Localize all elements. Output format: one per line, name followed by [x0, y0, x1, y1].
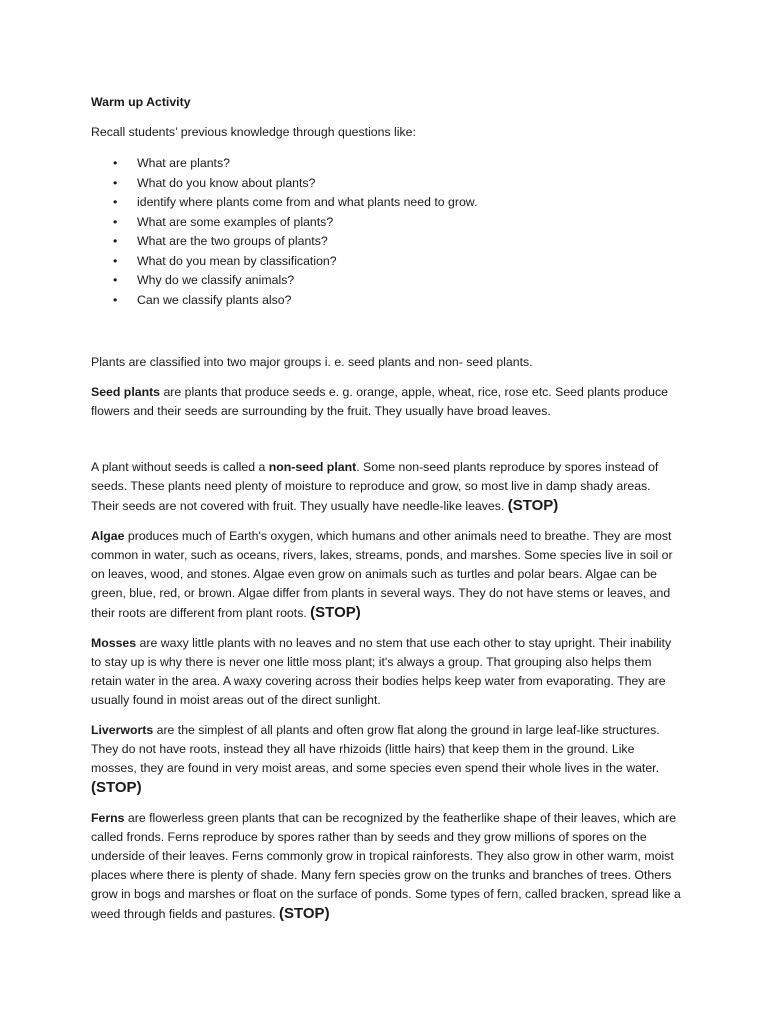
ferns-text: are flowerless green plants that can be recognized by the featherlike shape of their leaves, which are called fronds. Ferns reproduce by spores rather than by seeds and they grow millions of spores on the underside of their leaves. Ferns commonly grow in tropical rainforests. They also grow in other warm, moist places where there is plenty of shade. Many fern species grow on the trunks and branches of trees. Others grow in bogs and marshes or float on the surface of ponds. Some types of fern, called bracken, spread like a weed through fields and pastures. [91, 811, 681, 921]
stop-marker: (STOP) [507, 497, 559, 514]
question-text: What are some examples of plants? [137, 214, 334, 229]
bullet-icon: • [113, 195, 118, 209]
question-text: identify where plants come from and what plants need to grow. [137, 195, 478, 209]
list-item [91, 232, 681, 252]
mosses-text: are waxy little plants with no leaves and no stem that use each other to stay upright. Their inability to stay up is why there is never one little moss plant; it's always a group. That grouping also helps them retain water in the area. A waxy covering across their bodies helps keep water from evaporating. They are usually found in moist areas out of the direct sunlight. [91, 636, 672, 707]
question-list [91, 154, 681, 310]
ferns-term: Ferns [91, 811, 125, 825]
seed-plants-term: Seed plants [91, 385, 161, 399]
algae-term: Algae [91, 529, 125, 543]
ferns-paragraph [91, 809, 681, 924]
classification-paragraph: Plants are classified into two major groups i. e. seed plants and non- seed plants. [91, 355, 533, 369]
algae-text: produces much of Earth's oxygen, which humans and other animals need to breathe. They are most common in water, such as oceans, rivers, lakes, streams, ponds, and marshes. Some species live in soil or on leaves, wood, and stones. Algae even grow on animals such as turtles and polar bears. Algae can be green, blue, red, or brown. Algae differ from plants in several ways. They do not have stems or leaves, and their roots are different from plant roots. [91, 529, 673, 620]
algae-paragraph [91, 527, 681, 623]
liverworts-paragraph [91, 721, 681, 798]
liverworts-term: Liverworts [91, 723, 154, 737]
stop-marker: (STOP) [310, 604, 361, 621]
mosses-paragraph [91, 634, 681, 710]
list-item [91, 193, 681, 213]
bullet-icon: • [113, 292, 118, 307]
non-seed-paragraph [91, 458, 681, 516]
list-item [91, 252, 681, 272]
bullet-icon: • [113, 175, 118, 190]
bullet-icon: • [113, 253, 118, 268]
document-page [91, 93, 681, 935]
mosses-term: Mosses [91, 636, 137, 650]
non-seed-text-after: . Some non-seed plants reproduce by spores instead of seeds. These plants need plenty of moisture to reproduce and grow, so most live in damp shady areas. Their seeds are not covered with fruit. They usually have needle-like leaves. [91, 460, 659, 513]
question-text: Can we classify plants also? [137, 292, 292, 307]
question-text: What are plants? [137, 156, 230, 170]
seed-plants-paragraph [91, 383, 681, 421]
seed-plants-text: are plants that produce seeds e. g. orange, apple, wheat, rice, rose etc. Seed plants produce flowers and their seeds are surrounding by the fruit. They usually have broad leaves. [91, 385, 668, 418]
list-item [91, 213, 681, 233]
list-item [91, 154, 681, 174]
question-text: Why do we classify animals? [137, 273, 295, 287]
liverworts-text: are the simplest of all plants and often grow flat along the ground in large leaf-like structures. They do not have roots, instead they all have rhizoids (little hairs) that keep them in the ground. Like mosses, they are found in very moist areas, and some species even spend their whole lives in the water. [91, 723, 660, 775]
intro-text: Recall students’ previous knowledge through questions like: [91, 125, 416, 139]
list-item [91, 271, 681, 291]
stop-marker: (STOP) [91, 779, 142, 796]
bullet-icon: • [113, 156, 118, 170]
question-text: What do you know about plants? [137, 175, 316, 190]
bullet-icon: • [113, 234, 118, 248]
stop-marker: (STOP) [279, 905, 330, 922]
question-text: What do you mean by classification? [137, 253, 337, 268]
list-item [91, 174, 681, 194]
non-seed-term: non-seed plant [268, 460, 357, 474]
list-item [91, 291, 681, 311]
bullet-icon: • [113, 273, 118, 287]
bullet-icon: • [113, 214, 118, 229]
page-title: Warm up Activity [91, 95, 191, 109]
non-seed-text-before: A plant without seeds is called a [91, 460, 269, 474]
question-text: What are the two groups of plants? [137, 234, 328, 248]
